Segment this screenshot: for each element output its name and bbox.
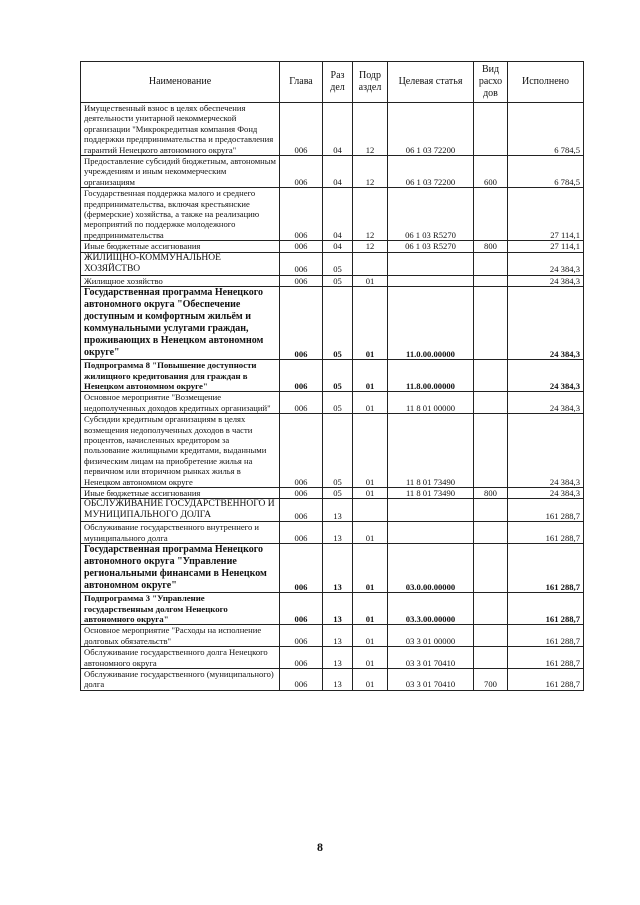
row-chapter-cell: 006 xyxy=(280,360,323,392)
header-executed: Исполнено xyxy=(508,62,584,103)
row-target-cell: 03.3.00.00000 xyxy=(388,593,474,625)
row-executed-cell: 24 384,3 xyxy=(508,392,584,414)
header-section: Раз дел xyxy=(323,62,353,103)
table-row xyxy=(81,544,584,593)
row-executed-cell: 6 784,5 xyxy=(508,156,584,188)
row-section-cell: 05 xyxy=(323,392,353,414)
row-target-cell: 06 1 03 72200 xyxy=(388,156,474,188)
row-expense-type-cell: 700 xyxy=(474,669,508,691)
page-number: 8 xyxy=(317,840,323,854)
row-executed-cell: 161 288,7 xyxy=(508,625,584,647)
row-expense-type-cell: 800 xyxy=(474,241,508,252)
table-row xyxy=(81,252,584,275)
row-section-cell: 05 xyxy=(323,414,353,488)
row-name-cell: Предоставление субсидий бюджетным, автономным учреждениям и иным некоммерческим организациям xyxy=(81,156,280,188)
row-subsection-cell: 01 xyxy=(353,544,388,593)
row-name-cell: Имущественный взнос в целях обеспечения деятельности унитарной некоммерческой организации "Микрокредитная компания Фонд поддержки предпринимательства и предоставления гарантий Ненецкого автономного округа" xyxy=(81,103,280,156)
row-chapter-cell: 006 xyxy=(280,544,323,593)
row-executed-cell: 161 288,7 xyxy=(508,593,584,625)
row-chapter-cell: 006 xyxy=(280,625,323,647)
row-name-cell: Обслуживание государственного (муниципального) долга xyxy=(81,669,280,691)
row-executed-cell: 161 288,7 xyxy=(508,544,584,593)
row-executed-cell: 161 288,7 xyxy=(508,647,584,669)
row-chapter-cell: 006 xyxy=(280,252,323,275)
row-executed-cell: 161 288,7 xyxy=(508,522,584,544)
row-chapter-cell: 006 xyxy=(280,241,323,252)
row-target-cell: 06 1 03 R5270 xyxy=(388,241,474,252)
table-row xyxy=(81,593,584,625)
row-target-cell xyxy=(388,499,474,522)
row-name-cell: Обслуживание государственного долга Ненецкого автономного округа xyxy=(81,647,280,669)
row-target-cell: 06 1 03 R5270 xyxy=(388,188,474,241)
table-header-row xyxy=(81,62,584,103)
row-chapter-cell: 006 xyxy=(280,275,323,286)
row-expense-type-cell xyxy=(474,252,508,275)
row-target-cell: 03.0.00.00000 xyxy=(388,544,474,593)
row-subsection-cell: 01 xyxy=(353,593,388,625)
row-subsection-cell: 01 xyxy=(353,360,388,392)
row-expense-type-cell xyxy=(474,593,508,625)
row-target-cell xyxy=(388,275,474,286)
row-section-cell: 05 xyxy=(323,275,353,286)
row-expense-type-cell xyxy=(474,392,508,414)
row-section-cell: 04 xyxy=(323,103,353,156)
row-executed-cell: 161 288,7 xyxy=(508,499,584,522)
row-expense-type-cell xyxy=(474,647,508,669)
row-section-cell: 13 xyxy=(323,544,353,593)
row-name-cell: Субсидии кредитным организациям в целях возмещения недополученных доходов в части процентов, начисленных кредитором за пользование жилищными кредитами, выданными физическим лицам на приобретение жилья на первичном или вторичном рынках жилья в Ненецком автономном округе xyxy=(81,414,280,488)
row-name-cell: Государственная программа Ненецкого автономного округа "Обеспечение доступным и комфортным жильём и коммунальными услугами граждан, проживающих в Ненецком автономном округе" xyxy=(81,287,280,360)
row-name-cell: Обслуживание государственного внутреннего и муниципального долга xyxy=(81,522,280,544)
row-target-cell: 11.8.00.00000 xyxy=(388,360,474,392)
row-target-cell: 11.0.00.00000 xyxy=(388,287,474,360)
row-expense-type-cell xyxy=(474,625,508,647)
row-executed-cell: 24 384,3 xyxy=(508,414,584,488)
row-target-cell: 06 1 03 72200 xyxy=(388,103,474,156)
row-target-cell: 03 3 01 00000 xyxy=(388,625,474,647)
table-row xyxy=(81,647,584,669)
row-subsection-cell: 12 xyxy=(353,188,388,241)
row-subsection-cell: 01 xyxy=(353,414,388,488)
row-chapter-cell: 006 xyxy=(280,487,323,498)
table-row xyxy=(81,275,584,286)
row-section-cell: 05 xyxy=(323,252,353,275)
header-chapter: Глава xyxy=(280,62,323,103)
row-subsection-cell xyxy=(353,499,388,522)
row-chapter-cell: 006 xyxy=(280,287,323,360)
row-chapter-cell: 006 xyxy=(280,593,323,625)
row-name-cell: Жилищное хозяйство xyxy=(81,275,280,286)
row-subsection-cell: 01 xyxy=(353,669,388,691)
table-row xyxy=(81,360,584,392)
row-executed-cell: 27 114,1 xyxy=(508,188,584,241)
row-section-cell: 13 xyxy=(323,669,353,691)
row-executed-cell: 24 384,3 xyxy=(508,275,584,286)
row-executed-cell: 24 384,3 xyxy=(508,487,584,498)
row-chapter-cell: 006 xyxy=(280,103,323,156)
row-section-cell: 13 xyxy=(323,499,353,522)
row-subsection-cell: 01 xyxy=(353,287,388,360)
row-executed-cell: 24 384,3 xyxy=(508,287,584,360)
row-expense-type-cell: 600 xyxy=(474,156,508,188)
row-expense-type-cell xyxy=(474,103,508,156)
row-expense-type-cell xyxy=(474,360,508,392)
row-target-cell: 11 8 01 73490 xyxy=(388,414,474,488)
table-row xyxy=(81,414,584,488)
table-row xyxy=(81,522,584,544)
row-subsection-cell: 01 xyxy=(353,522,388,544)
row-expense-type-cell xyxy=(474,188,508,241)
header-target: Целевая статья xyxy=(388,62,474,103)
row-subsection-cell: 12 xyxy=(353,156,388,188)
row-subsection-cell: 01 xyxy=(353,647,388,669)
row-subsection-cell: 01 xyxy=(353,625,388,647)
table-row xyxy=(81,499,584,522)
row-section-cell: 13 xyxy=(323,647,353,669)
row-target-cell: 11 8 01 73490 xyxy=(388,487,474,498)
table-row xyxy=(81,392,584,414)
row-chapter-cell: 006 xyxy=(280,392,323,414)
row-subsection-cell: 12 xyxy=(353,241,388,252)
header-expense-type: Вид расхо дов xyxy=(474,62,508,103)
row-name-cell: ЖИЛИЩНО-КОММУНАЛЬНОЕ ХОЗЯЙСТВО xyxy=(81,252,280,275)
row-chapter-cell: 006 xyxy=(280,669,323,691)
row-chapter-cell: 006 xyxy=(280,156,323,188)
row-executed-cell: 6 784,5 xyxy=(508,103,584,156)
row-subsection-cell: 12 xyxy=(353,103,388,156)
row-executed-cell: 24 384,3 xyxy=(508,360,584,392)
table-row xyxy=(81,156,584,188)
row-subsection-cell: 01 xyxy=(353,392,388,414)
table-row xyxy=(81,669,584,691)
row-section-cell: 13 xyxy=(323,593,353,625)
row-expense-type-cell xyxy=(474,499,508,522)
budget-table xyxy=(80,61,584,691)
row-section-cell: 13 xyxy=(323,522,353,544)
row-target-cell: 03 3 01 70410 xyxy=(388,647,474,669)
table-row xyxy=(81,487,584,498)
row-chapter-cell: 006 xyxy=(280,188,323,241)
row-target-cell xyxy=(388,522,474,544)
row-name-cell: Государственная программа Ненецкого автономного округа "Управление региональными финансами в Ненецком автономном округе" xyxy=(81,544,280,593)
row-name-cell: Основное мероприятие "Расходы на исполнение долговых обязательств" xyxy=(81,625,280,647)
row-subsection-cell: 01 xyxy=(353,275,388,286)
row-section-cell: 05 xyxy=(323,360,353,392)
row-chapter-cell: 006 xyxy=(280,647,323,669)
row-expense-type-cell: 800 xyxy=(474,487,508,498)
row-chapter-cell: 006 xyxy=(280,522,323,544)
row-executed-cell: 27 114,1 xyxy=(508,241,584,252)
table-row xyxy=(81,241,584,252)
row-name-cell: Подпрограмма 3 "Управление государственным долгом Ненецкого автономного округа" xyxy=(81,593,280,625)
row-name-cell: Основное мероприятие "Возмещение недополученных доходов кредитных организаций" xyxy=(81,392,280,414)
row-section-cell: 04 xyxy=(323,188,353,241)
row-section-cell: 04 xyxy=(323,156,353,188)
row-expense-type-cell xyxy=(474,544,508,593)
row-target-cell xyxy=(388,252,474,275)
row-section-cell: 04 xyxy=(323,241,353,252)
header-subsection: Подр аздел xyxy=(353,62,388,103)
row-chapter-cell: 006 xyxy=(280,414,323,488)
row-name-cell: Иные бюджетные ассигнования xyxy=(81,487,280,498)
row-name-cell: Подпрограмма 8 "Повышение доступности жилищного кредитования для граждан в Ненецком автономном округе" xyxy=(81,360,280,392)
row-name-cell: ОБСЛУЖИВАНИЕ ГОСУДАРСТВЕННОГО И МУНИЦИПАЛЬНОГО ДОЛГА xyxy=(81,499,280,522)
row-executed-cell: 161 288,7 xyxy=(508,669,584,691)
row-expense-type-cell xyxy=(474,275,508,286)
row-section-cell: 05 xyxy=(323,287,353,360)
table-row xyxy=(81,103,584,156)
table-row xyxy=(81,287,584,360)
row-section-cell: 05 xyxy=(323,487,353,498)
row-subsection-cell: 01 xyxy=(353,487,388,498)
table-row xyxy=(81,625,584,647)
row-name-cell: Иные бюджетные ассигнования xyxy=(81,241,280,252)
row-target-cell: 03 3 01 70410 xyxy=(388,669,474,691)
row-target-cell: 11 8 01 00000 xyxy=(388,392,474,414)
row-expense-type-cell xyxy=(474,522,508,544)
table-row xyxy=(81,188,584,241)
row-chapter-cell: 006 xyxy=(280,499,323,522)
row-subsection-cell xyxy=(353,252,388,275)
row-expense-type-cell xyxy=(474,414,508,488)
header-name: Наименование xyxy=(81,62,280,103)
row-expense-type-cell xyxy=(474,287,508,360)
row-executed-cell: 24 384,3 xyxy=(508,252,584,275)
row-section-cell: 13 xyxy=(323,625,353,647)
row-name-cell: Государственная поддержка малого и среднего предпринимательства, включая крестьянские (фермерские) хозяйства, а также на реализацию мероприятий по поддержке молодежного предпринимательства xyxy=(81,188,280,241)
